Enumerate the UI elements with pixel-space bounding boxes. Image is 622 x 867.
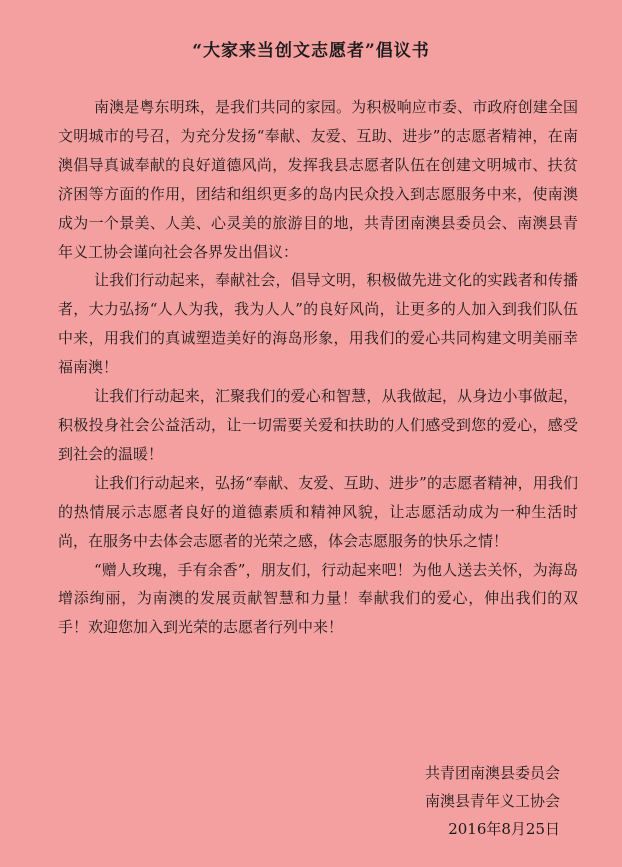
paragraph-2: 让我们行动起来，汇聚我们的爱心和智慧，从我做起，从身边小事做起，积极投身社会公益活动，让一切需要关爱和扶助的人们感受到您的爱心，感受到社会的温暖！ [58,387,578,463]
paragraph-4: “赠人玫瑰，手有余香”，朋友们，行动起来吧！为他人送去关怀，为海岛增添绚丽，为南澳的发展贡献智慧和力量！奉献我们的爱心，伸出我们的双手！欢迎您加入到光荣的志愿者行列中来！ [58,560,578,637]
document-title: “大家来当创文志愿者”倡议书 [192,41,430,61]
signature-org-2: 南澳县青年义工协会 [424,792,560,810]
paragraph-3: 让我们行动起来，弘扬“奉献、友爱、互助、进步”的志愿者精神，用我们的热情展示志愿者良好的道德素质和精神风貌，让志愿活动成为一种生活时尚，在服务中去体会志愿者的光荣之感，体会志愿服务的快乐之情！ [58,473,578,550]
signature-date: 2016年8月25日 [448,820,560,838]
document-body [58,93,578,642]
paragraph-1: 让我们行动起来，奉献社会，倡导文明，积极做先进文化的实践者和传播者，大力弘扬“人人为我，我为人人”的良好风尚，让更多的人加入到我们队伍中来，用我们的真诚塑造美好的海岛形象，用我们的爱心共同构建文明美丽幸福南澳！ [58,271,578,377]
paragraph-intro: 南澳是粤东明珠，是我们共同的家园。为积极响应市委、市政府创建全国文明城市的号召，为充分发扬“奉献、友爱、互助、进步”的志愿者精神，在南澳倡导真诚奉献的良好道德风尚，发挥我县志愿者队伍在创建文明城市、扶贫济困等方面的作用，团结和组织更多的岛内民众投入到志愿服务中来，使南澳成为一个景美、人美、心灵美的旅游目的地，共青团南澳县委员会、南澳县青年义工协会谨向社会各界发出倡议： [58,98,578,261]
signature-org-1: 共青团南澳县委员会 [424,764,560,782]
